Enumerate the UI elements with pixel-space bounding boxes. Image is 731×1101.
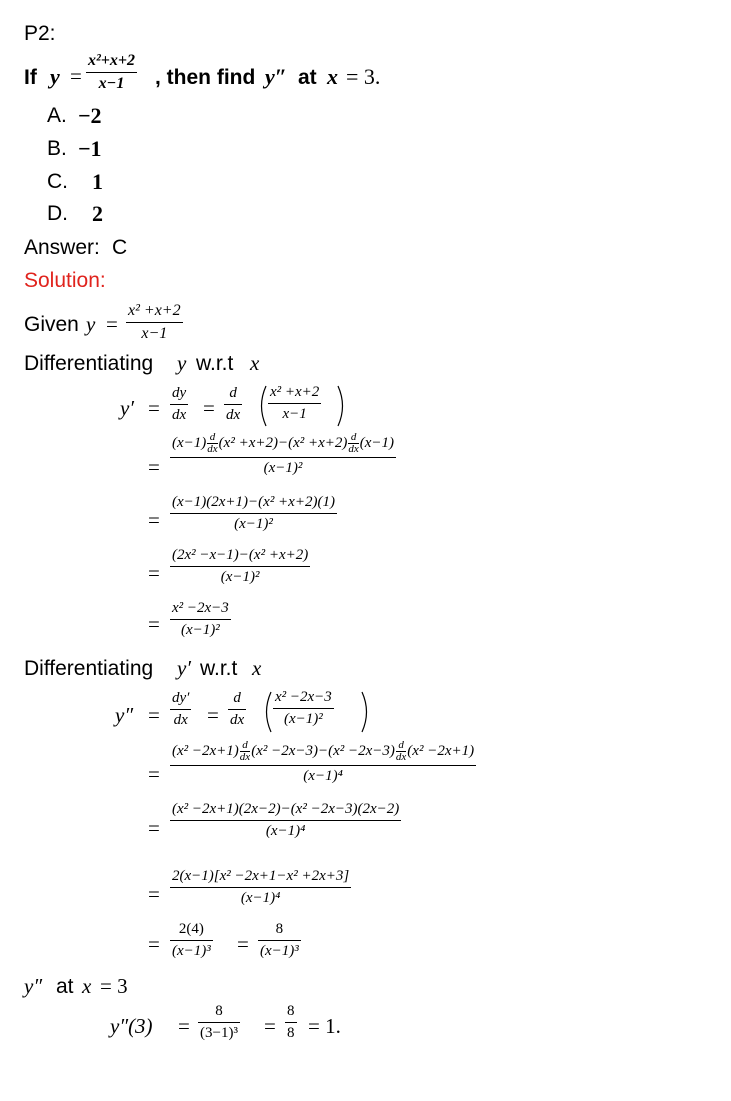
equals-sign: = [148,932,160,956]
step1-paren-numerator: x² +x+2 [270,384,320,400]
s2-paren-denominator: (x−1)² [284,711,323,727]
s2-step5-numerator: 2(4) [178,921,204,937]
equals-sign: = [203,396,215,420]
step5-fraction [170,600,231,639]
dyp-numerator: dy′ [172,690,190,706]
final-num-1: 8 [215,1003,223,1019]
s2-step2-numerator [170,740,476,765]
diff2-var: y′ [177,656,191,680]
equals-sign: = [264,1014,276,1038]
final-ypp: y″ [24,974,43,998]
left-paren-icon [256,384,268,428]
dy-dx-fraction [170,385,188,424]
s2-step6-fraction [258,921,301,960]
solution-title: Solution: [24,269,106,292]
dyp-dx-fraction [170,690,191,729]
equals-sign: = [148,816,160,840]
ypp-label: y″ [115,703,134,727]
given-equals: = [106,312,118,336]
yp-label: y′ [120,396,134,420]
diff2-wrt: w.r.t [200,657,238,680]
given-numerator: x² +x+2 [128,302,181,319]
option-c-letter: C. [47,170,68,193]
d-numerator: d [229,385,237,401]
s2-step4-numerator: 2(x−1)[x² −2x+1−x² +2x+3] [172,868,350,884]
s2-step4-denominator: (x−1)⁴ [240,890,281,906]
dx-denominator: dx [172,407,187,423]
step2-num-a: (x−1) [172,434,207,451]
diff1-wrt: w.r.t [196,352,234,375]
s2-step2-num-c: (x² −2x+1) [407,742,475,759]
option-b-value: −1 [78,136,102,161]
diff2-text: Differentiating [24,657,154,680]
s2-paren-numerator: x² −2x−3 [275,689,332,705]
equals-sign: = [148,882,160,906]
option-a-letter: A. [47,104,67,127]
option-d-letter: D. [47,202,68,225]
equals-sign: = [237,932,249,956]
final-eq: = 3 [100,974,128,998]
equals-sign: = [148,396,160,420]
equals-sign: = [178,1014,190,1038]
question-x: x [327,64,338,89]
given-y: y [86,312,96,336]
step2-denominator: (x−1)² [263,460,303,476]
question-fraction [86,52,137,93]
step5-numerator: x² −2x−3 [172,600,229,616]
left-paren-icon [261,690,273,734]
question-at: at [298,66,317,89]
d-dx-inline: $\frac{d}{dx}$ [239,739,251,763]
diff1-var: y [177,351,187,375]
s2-step6-numerator: 8 [275,921,284,937]
dx-denominator: dx [226,407,241,423]
option-b-letter: B. [47,137,67,160]
final-den-2: 8 [287,1025,295,1041]
equals-sign: = [148,455,160,479]
step3-denominator: (x−1)² [234,516,273,532]
equals-sign: = [148,703,160,727]
answer-label: Answer: [24,236,100,259]
question-y: y [50,64,60,89]
final-num-2: 8 [287,1003,295,1019]
question-equals: = [70,64,82,88]
s2-paren-fraction [273,689,334,728]
equals-sign: = [148,561,160,585]
d-dx-operator [228,690,246,729]
right-paren-icon [336,384,348,428]
final-at: at [56,975,74,998]
equals-sign: = [207,703,219,727]
final-den-1: (3−1)³ [200,1025,238,1041]
s2-step2-fraction [170,740,476,785]
final-x: x [82,974,92,998]
dx-denominator: dx [230,712,245,728]
s2-step5-fraction [170,921,213,960]
step4-fraction [170,547,310,586]
final-fraction-1 [198,1003,240,1042]
problem-label: P2: [24,22,56,45]
dx-denominator: dx [173,712,188,728]
final-lhs: y″(3) [110,1014,153,1038]
question-text: , then find [155,66,256,89]
step3-numerator: (x−1)(2x+1)−(x² +x+2)(1) [172,494,335,510]
given-text: Given [24,313,79,336]
s2-step2-num-b: (x² −2x−3)−(x² −2x−3) [251,742,395,759]
step4-denominator: (x−1)² [220,569,260,585]
question-denominator: x−1 [98,75,125,92]
option-d-value: 2 [92,201,103,226]
s2-step6-denominator: (x−1)³ [260,943,299,959]
step1-paren-denominator: x−1 [282,406,307,422]
s2-step5-denominator: (x−1)³ [172,943,211,959]
diff1-text: Differentiating [24,352,154,375]
step3-fraction [170,494,337,533]
d-numerator: d [233,690,241,706]
d-dx-operator [224,385,242,424]
s2-step3-numerator: (x² −2x+1)(2x−2)−(x² −2x−3)(2x−2) [172,801,400,817]
question-value: = 3. [346,64,381,89]
d-dx-inline: $\frac{d}{dx}$ [207,431,218,455]
step2-num-b: (x² +x+2)−(x² +x+2) [218,434,348,451]
step2-fraction [170,432,396,477]
s2-step4-fraction [170,868,351,907]
option-c-value: 1 [92,169,103,194]
step4-numerator: (2x² −x−1)−(x² +x+2) [172,547,309,563]
option-a-value: −2 [78,103,102,128]
given-fraction [126,302,183,343]
equals-sign: = [148,612,160,636]
equals-sign: = [148,762,160,786]
step2-numerator [170,432,396,457]
right-paren-icon [360,690,372,734]
answer-value: C [112,236,128,259]
diff1-x: x [250,351,260,375]
s2-step2-num-a: (x² −2x+1) [172,742,239,759]
s2-step2-denominator: (x−1)⁴ [303,768,343,784]
equals-sign: = [148,508,160,532]
d-dx-inline: $\frac{d}{dx}$ [348,431,359,455]
question-numerator: x²+x+2 [88,52,136,69]
question-ypp: y″ [265,64,287,89]
final-result: = 1. [308,1014,341,1038]
step5-denominator: (x−1)² [181,622,220,638]
diff2-x: x [252,656,262,680]
step1-paren-fraction [268,384,321,423]
step2-num-c: (x−1) [359,434,395,451]
final-fraction-2 [285,1003,297,1042]
given-denominator: x−1 [141,325,168,342]
question-if: If [24,66,37,89]
s2-step3-fraction [170,801,401,840]
s2-step3-denominator: (x−1)⁴ [265,823,306,839]
dy-numerator: dy [172,385,187,401]
d-dx-inline: $\frac{d}{dx}$ [395,739,407,763]
